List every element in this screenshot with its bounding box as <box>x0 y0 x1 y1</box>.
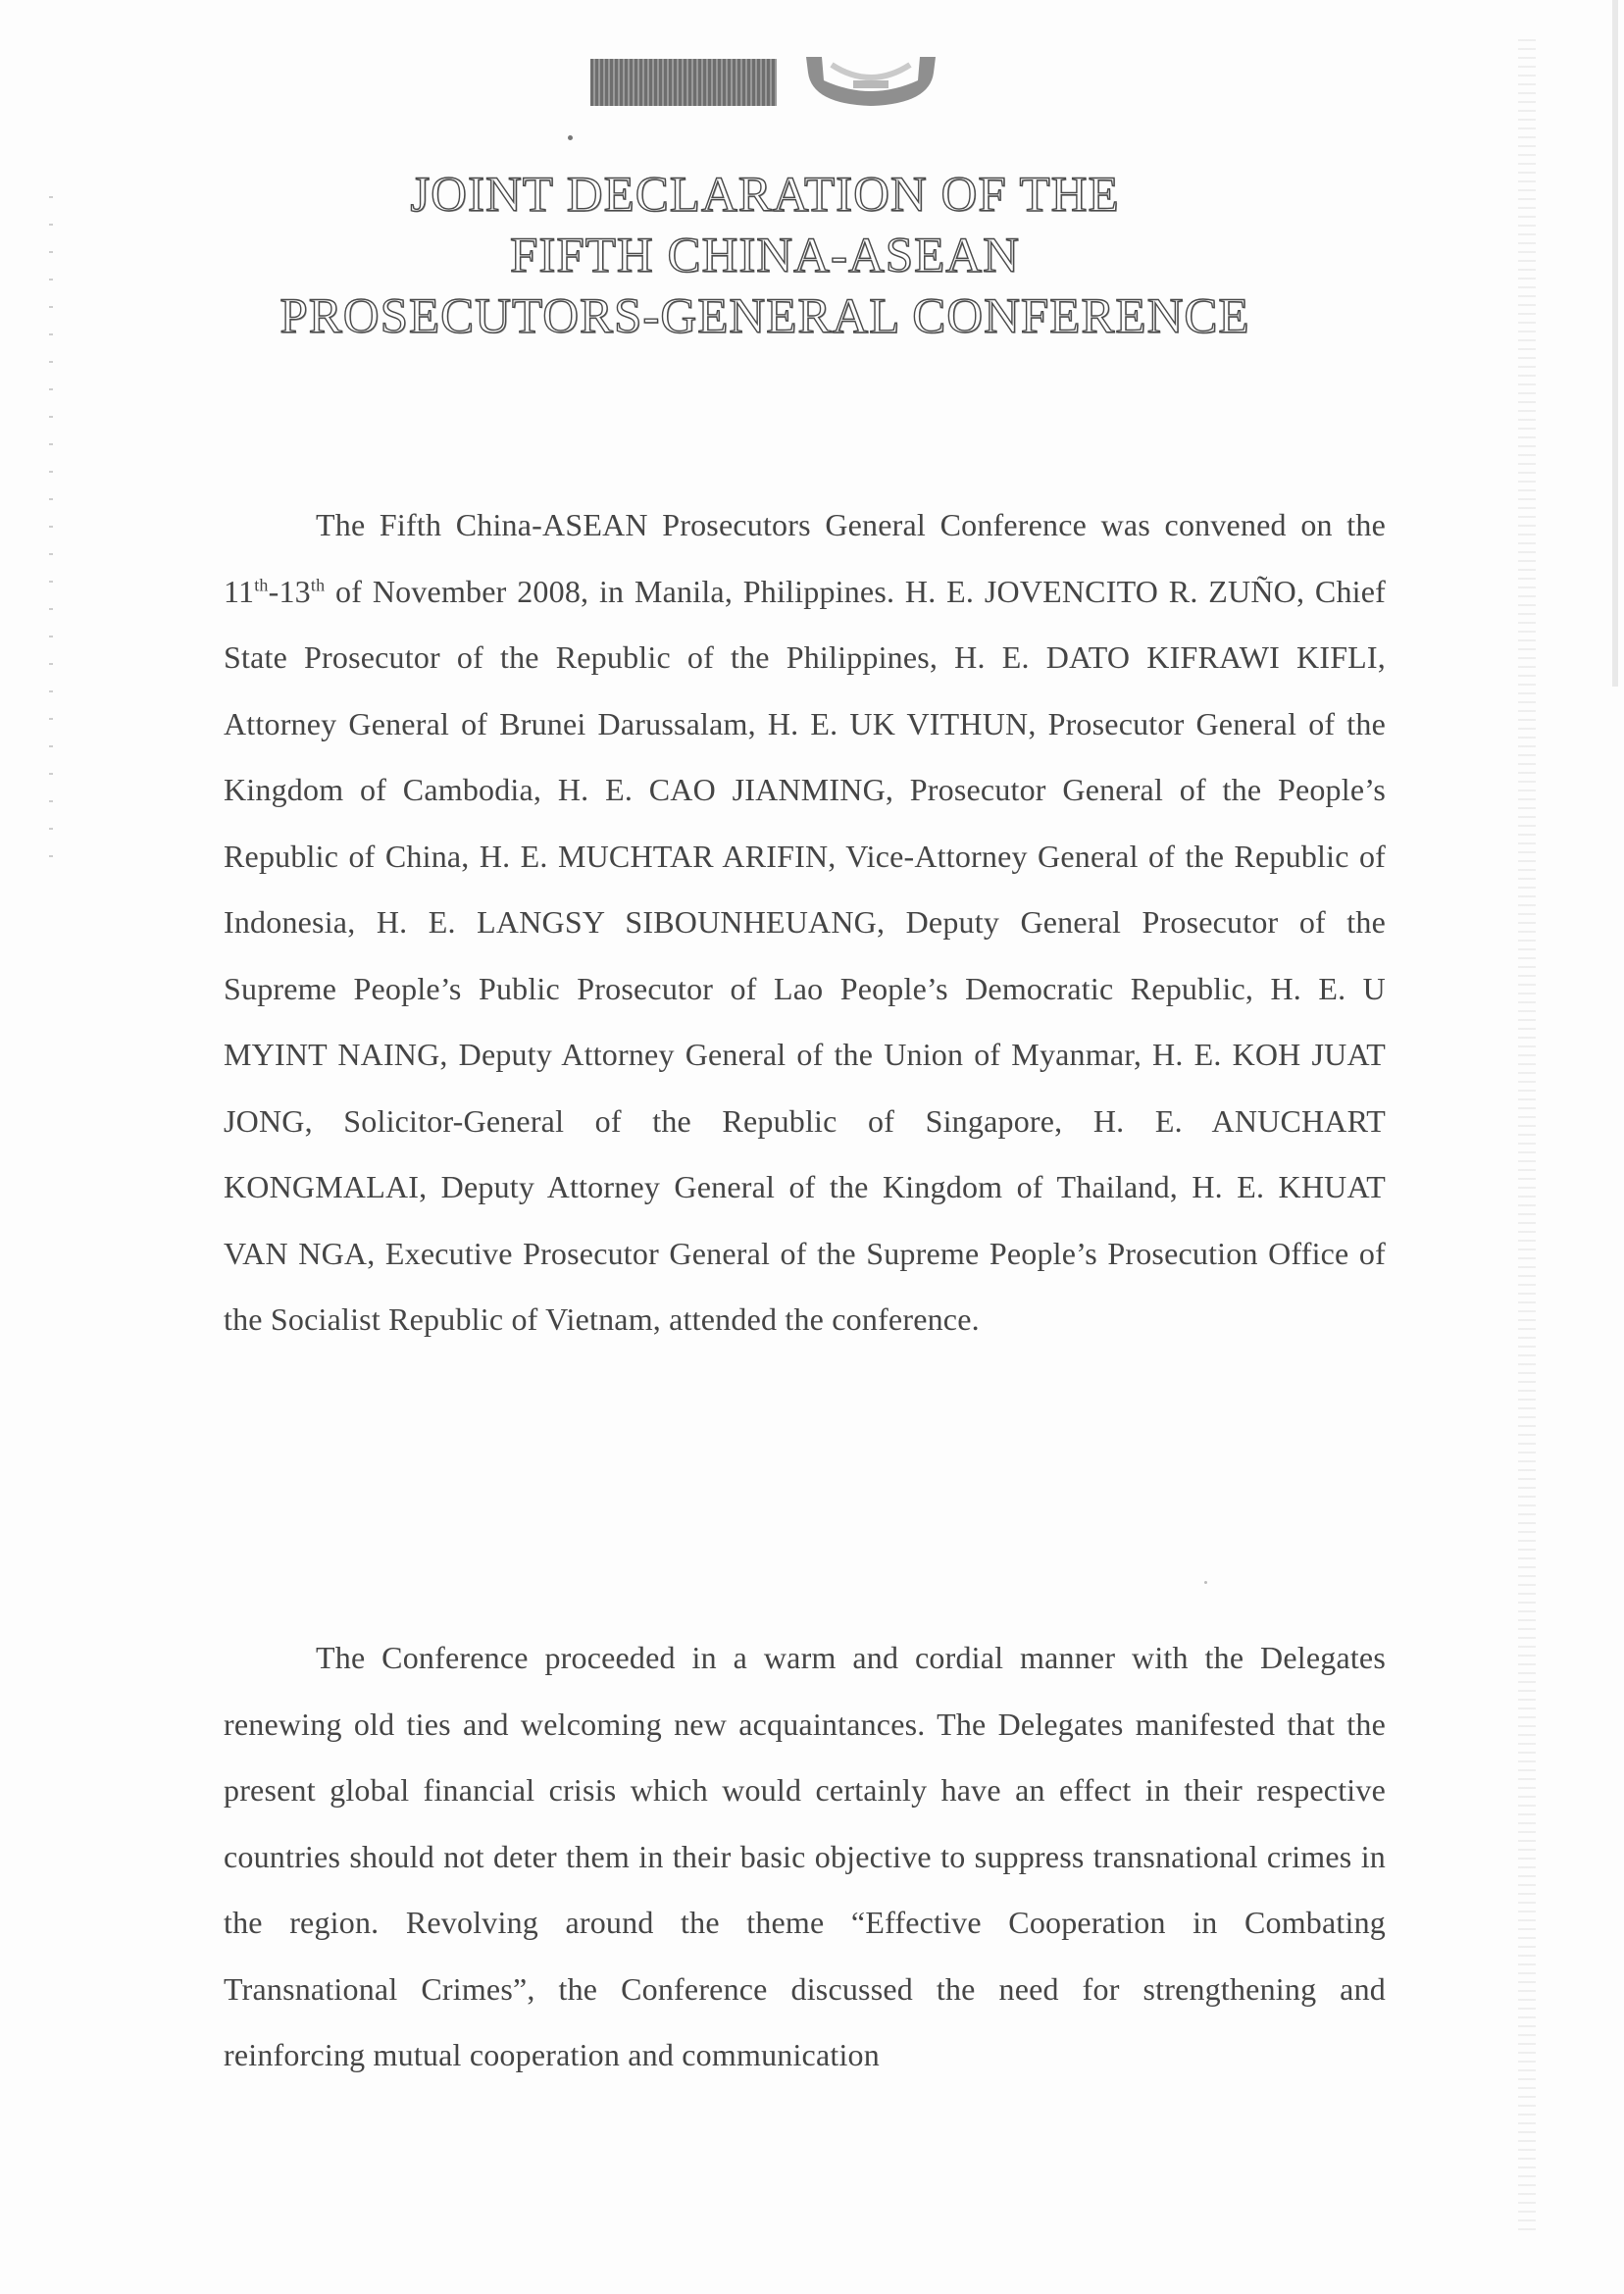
scan-dot-mark <box>568 135 573 140</box>
paragraph1-sup-b: th <box>310 574 326 594</box>
scan-edge-left <box>49 196 53 883</box>
scan-edge-right <box>1518 39 1536 2236</box>
title-line-1: JOINT DECLARATION OF THE <box>410 168 1120 223</box>
redacted-stamp-block <box>590 59 777 106</box>
paragraph-attendees <box>224 492 1386 1353</box>
document-title <box>196 165 1334 347</box>
paragraph-conference-summary: The Conference proceeded in a warm and cordial manner with the Delegates renewing old ties and welcoming new acquaintances. The Delegates manifested that the present global financial crisis which would certainly have an effect in their respective countries should not deter them in their basic objective to suppress transnational crimes in the region. Revolving around the theme “Effective Cooperation in Combating Transnational Crimes”, the Conference discussed the need for strengthening and reinforcing mutual cooperation and communication <box>224 1640 1386 2072</box>
title-line-3: PROSECUTORS-GENERAL CONFERENCE <box>279 289 1250 344</box>
title-line-2: FIFTH CHINA-ASEAN <box>510 229 1020 283</box>
scan-edge-far-right <box>1612 0 1618 687</box>
seal-stamp-icon <box>802 51 939 108</box>
paragraph1-text-b: -13 <box>268 573 311 609</box>
paragraph1-text-a: The Fifth China-ASEAN Prosecutors General Conference was convened on the 11 <box>224 507 1386 609</box>
scan-speck <box>1204 1581 1207 1584</box>
paragraph1-text-c: of November 2008, in Manila, Philippines. H. E. JOVENCITO R. ZUÑO, Chief State Prosecutor of the Republic of the Philippines, H. E. DATO KIFRAWI KIFLI, Attorney General of Brunei Darussalam, H. E. UK VITHUN, Prosecutor General of the Kingdom of Cambodia, H. E. CAO JIANMING, Prosecutor General of the People’s Republic of China, H. E. MUCHTAR ARIFIN, Vice-Attorney General of the Republic of Indonesia, H. E. LANGSY SIBOUNHEUANG, Deputy General Prosecutor of the Supreme People’s Public Prosecutor of Lao People’s Democratic Republic, H. E. U MYINT NAING, Deputy Attorney General of the Union of Myanmar, H. E. KOH JUAT JONG, Solicitor-General of the Republic of Singapore, H. E. ANUCHART KONGMALAI, Deputy Attorney General of the Kingdom of Thailand, H. E. KHUAT VAN NGA, Executive Prosecutor General of the Supreme People’s Prosecution Office of the Socialist Republic of Vietnam, attended the conference. <box>224 573 1386 1337</box>
paragraph1-sup-a: th <box>254 574 269 594</box>
